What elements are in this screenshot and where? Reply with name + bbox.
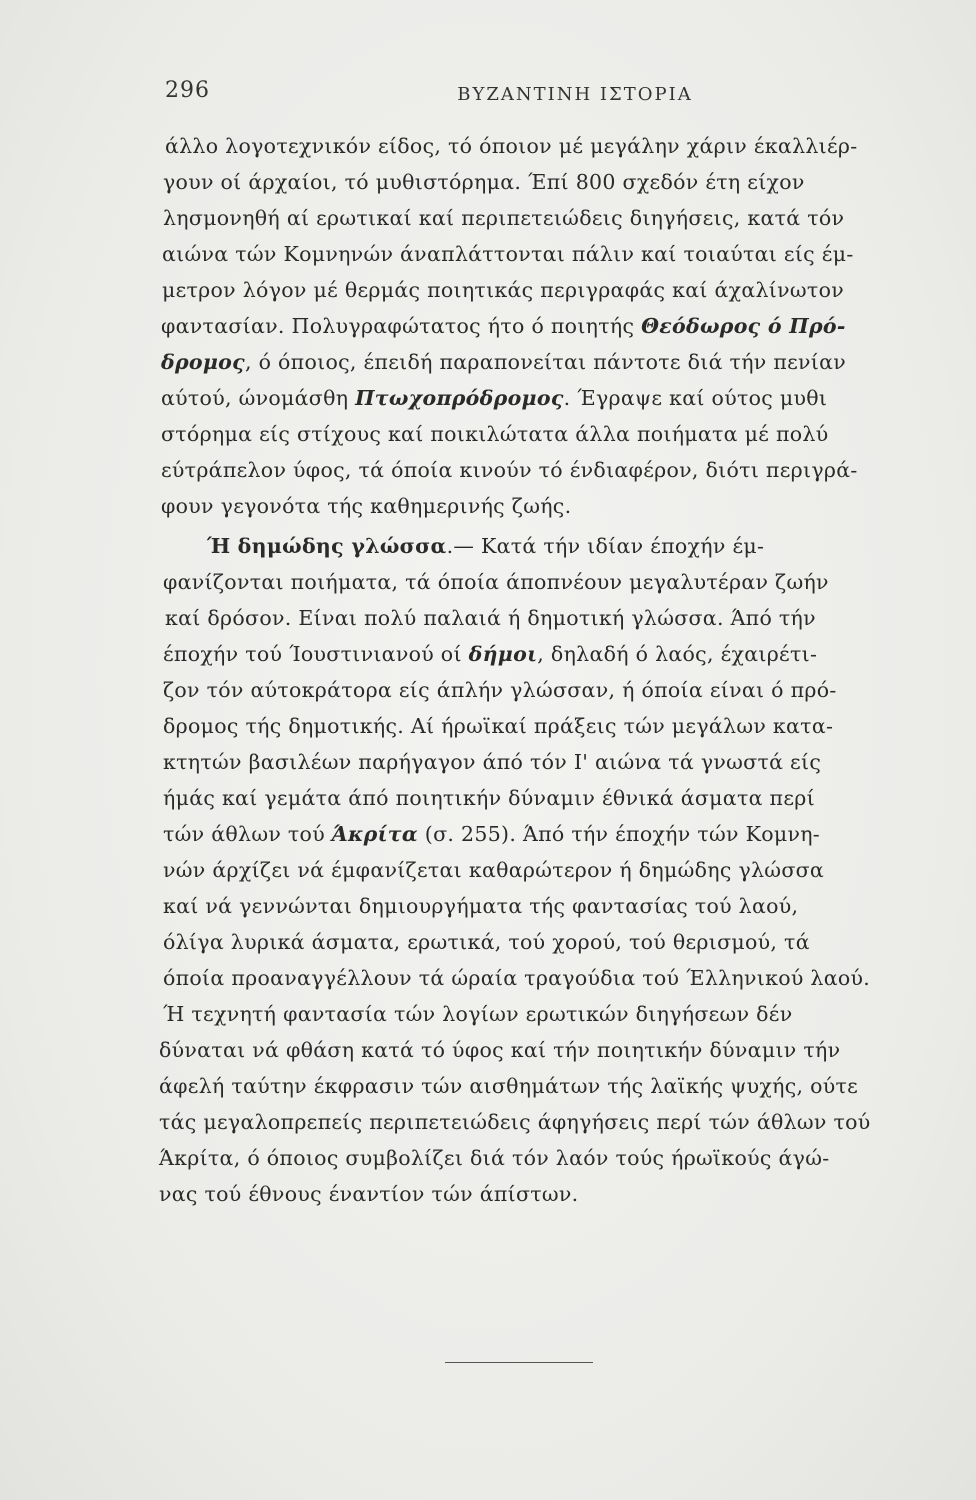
text-line: καί νά γεννώνται δημιουργήματα τής φαντασίας τού λαού, [163,894,799,918]
text-line: φανίζονται ποιήματα, τά όποία άποπνέουν μεγαλυτέραν ζωήν [163,570,829,594]
name-akrita: Άκρίτα [331,822,418,846]
section-heading: Ή δημώδης γλώσσα [207,534,447,558]
text-line: δρομος, ό όποιος, έπειδή παραπονείται πάντοτε διά τήν πενίαν [161,350,847,374]
text-line: ζον τόν αύτοκράτορα είς άπλήν γλώσσαν, ή όποία είναι ό πρό- [163,678,837,702]
text-line: κτητών βασιλέων παρήγαγον άπό τόν Ι' αιώνα τά γνωστά είς [163,750,822,774]
text-line: Ή τεχνητή φαντασία τών λογίων ερωτικών διηγήσεων δέν [163,1002,793,1026]
text-line: Άκρίτα, ό όποιος συμβολίζει διά τόν λαόν τούς ήρωϊκούς άγώ- [159,1146,830,1170]
text-line: εύτράπελον ύφος, τά όποία κινούν τό ένδιαφέρον, διότι περιγρά- [161,458,858,482]
text-line: άφελή ταύτην έκφρασιν τών αισθημάτων τής λαϊκής ψυχής, ούτε [159,1074,859,1098]
running-title: ΒΥΖΑΝΤΙΝΗ ΙΣΤΟΡΙΑ [457,84,693,105]
name-prodromos-cont: δρομος [161,350,245,374]
text-line: τών άθλων τού Άκρίτα (σ. 255). Άπό τήν έποχήν τών Κομνη- [163,822,821,846]
text-line: δύναται νά φθάση κατά τό ύφος καί τήν ποιητικήν δύναμιν τήν [159,1038,841,1062]
text-line: δρομος τής δημοτικής. Αί ήρωϊκαί πράξεις τών μεγάλων κατα- [163,714,834,738]
text-line: αύτού, ώνομάσθη Πτωχοπρόδρομος. Έγραψε καί ούτος μυθι [161,386,828,410]
text-line: ήμάς καί γεμάτα άπό ποιητικήν δύναμιν έθνικά άσματα περί [163,786,815,810]
text-line: Ή δημώδης γλώσσα.— Κατά τήν ιδίαν έποχήν έμ- [207,534,765,558]
text-line: όποία προαναγγέλλουν τά ώραία τραγούδια τού Έλληνικού λαού. [163,966,871,990]
text-line: νας τού έθνους έναντίον τών άπίστων. [159,1182,579,1206]
text-line: φαντασίαν. Πολυγραφώτατος ήτο ό ποιητής Θεόδωρος ό Πρό- [161,314,846,338]
running-head [165,78,945,118]
footer-rule [445,1362,593,1363]
term-dimoi: δήμοι [468,642,538,666]
page-number: 296 [165,78,210,103]
text-line: έποχήν τού Ίουστινιανού οί δήμοι, δηλαδή ό λαός, έχαιρέτι- [163,642,818,666]
text-line: γουν οί άρχαίοι, τό μυθιστόρημα. Έπί 800 σχεδόν έτη είχον [163,170,805,194]
name-theodoros-prodromos: Θεόδωρος ό Πρό- [641,314,846,338]
text-line: καί δρόσον. Είναι πολύ παλαιά ή δημοτική γλώσσα. Άπό τήν [165,606,816,630]
text-line: όλίγα λυρικά άσματα, ερωτικά, τού χορού, τού θερισμού, τά [163,930,810,954]
text-line: λησμονηθή αί ερωτικαί καί περιπετειώδεις διηγήσεις, κατά τόν [163,206,845,230]
text-line: αιώνα τών Κομνηνών άναπλάττονται πάλιν καί τοιαύται είς έμ- [162,242,854,266]
text-line: άλλο λογοτεχνικόν είδος, τό όποιον μέ μεγάλην χάριν έκαλλιέρ- [165,134,858,158]
text-line: φουν γεγονότα τής καθημερινής ζωής. [161,494,572,518]
text-line: στόρημα είς στίχους καί ποικιλώτατα άλλα ποιήματα μέ πολύ [161,422,829,446]
text-line: μετρον λόγον μέ θερμάς ποιητικάς περιγραφάς καί άχαλίνωτον [162,278,844,302]
text-line: νών άρχίζει νά έμφανίζεται καθαρώτερον ή δημώδης γλώσσα [163,858,825,882]
text-line: τάς μεγαλοπρεπείς περιπετειώδεις άφηγήσεις περί τών άθλων τού [159,1110,871,1134]
name-ptochoprodromos: Πτωχοπρόδρομος [355,386,564,410]
